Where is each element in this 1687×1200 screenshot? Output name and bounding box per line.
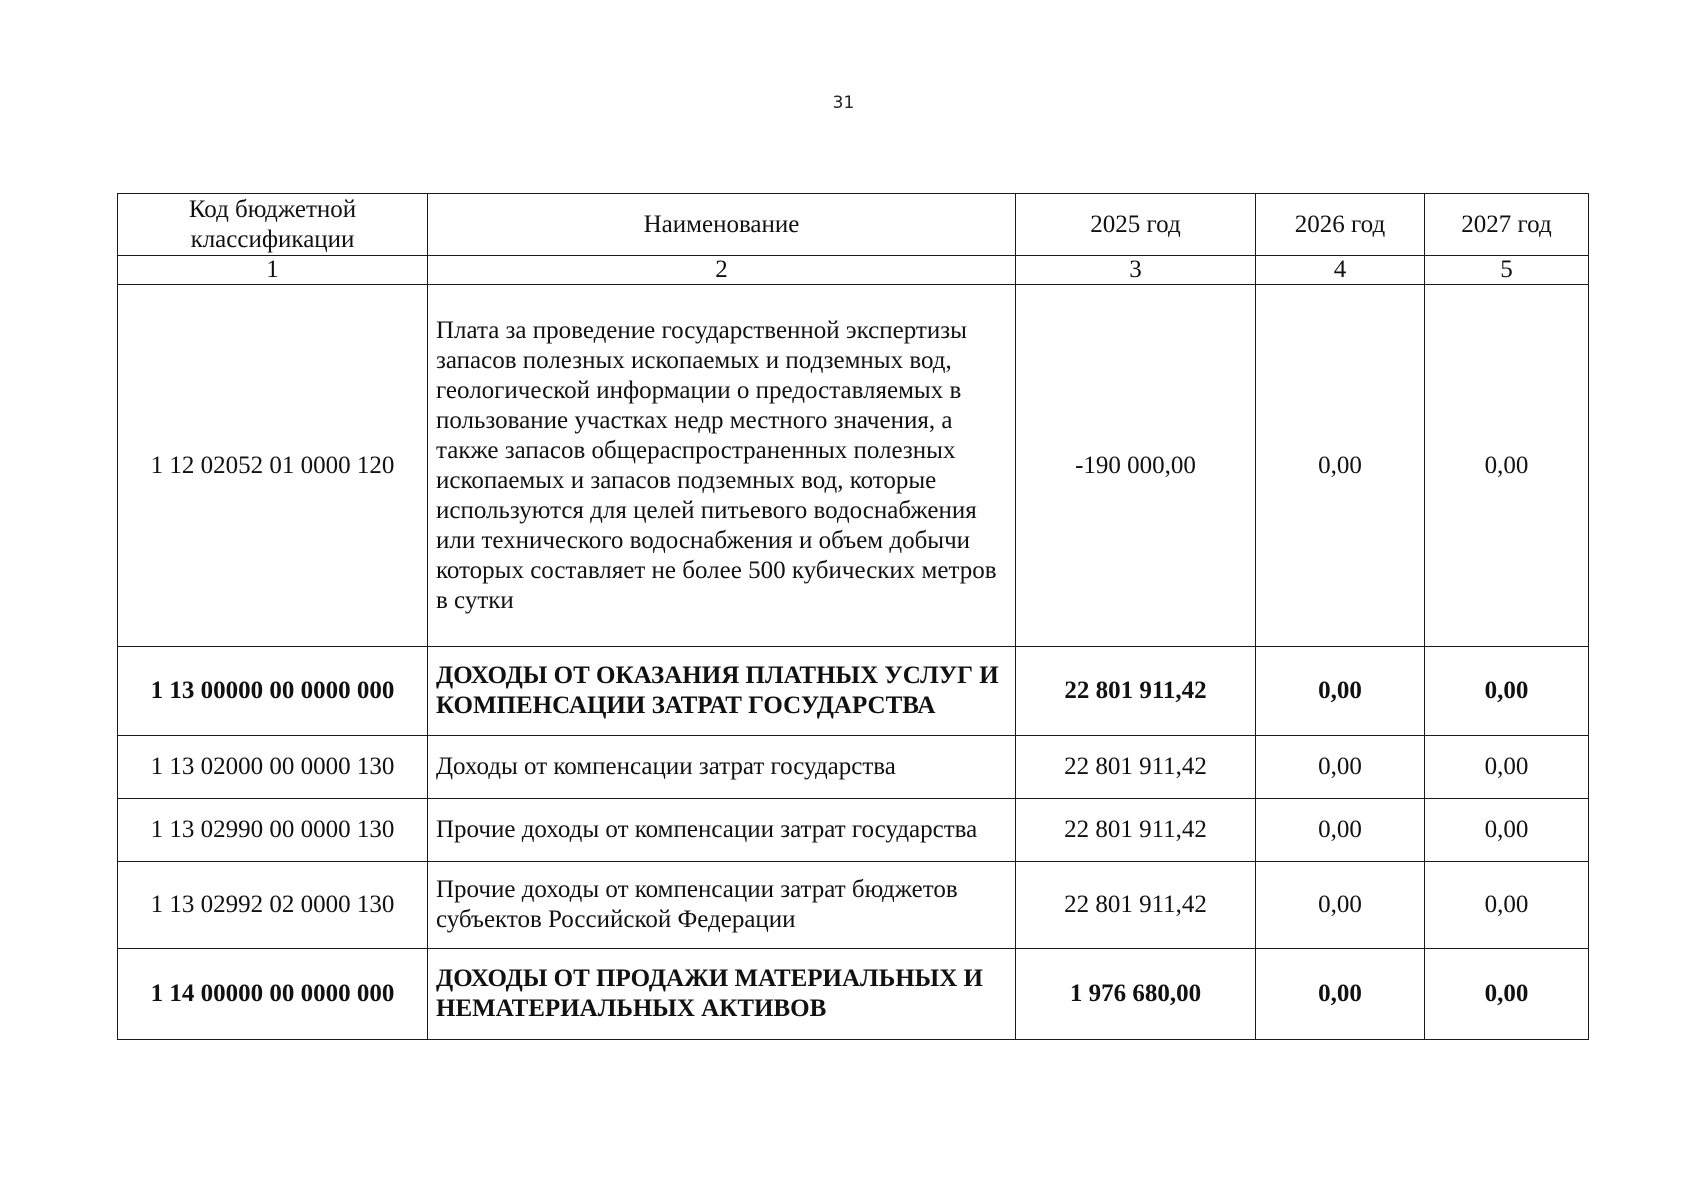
row-name: Доходы от компенсации затрат государства bbox=[428, 736, 1016, 799]
row-value-2026: 0,00 bbox=[1256, 647, 1425, 736]
row-name: ДОХОДЫ ОТ ОКАЗАНИЯ ПЛАТНЫХ УСЛУГ И КОМПЕНСАЦИИ ЗАТРАТ ГОСУДАРСТВА bbox=[428, 647, 1016, 736]
row-code: 1 13 02990 00 0000 130 bbox=[118, 799, 428, 862]
column-number-row bbox=[118, 256, 1589, 285]
column-number: 4 bbox=[1256, 256, 1425, 285]
table-row-section bbox=[118, 949, 1589, 1040]
budget-revenue-table bbox=[117, 193, 1589, 1040]
row-code: 1 13 02000 00 0000 130 bbox=[118, 736, 428, 799]
row-name: Прочие доходы от компенсации затрат бюджетов субъектов Российской Федерации bbox=[428, 862, 1016, 949]
row-name: ДОХОДЫ ОТ ПРОДАЖИ МАТЕРИАЛЬНЫХ И НЕМАТЕРИАЛЬНЫХ АКТИВОВ bbox=[428, 949, 1016, 1040]
row-name: Плата за проведение государственной экспертизы запасов полезных ископаемых и подземных вод, геологической информации о предоставляемых в пользование участках недр местного значения, а также запасов общераспространенных полезных ископаемых и запасов подземных вод, которые используются для целей питьевого водоснабжения или технического водоснабжения и объем добычи которых составляет не более 500 кубических метров в сутки bbox=[428, 285, 1016, 647]
header-2025: 2025 год bbox=[1016, 194, 1256, 256]
row-value-2025: 22 801 911,42 bbox=[1016, 647, 1256, 736]
row-code: 1 13 00000 00 0000 000 bbox=[118, 647, 428, 736]
table-row bbox=[118, 285, 1589, 647]
row-value-2027: 0,00 bbox=[1425, 862, 1589, 949]
header-row bbox=[118, 194, 1589, 256]
row-value-2025: 22 801 911,42 bbox=[1016, 736, 1256, 799]
page-number: 31 bbox=[832, 93, 855, 113]
row-value-2027: 0,00 bbox=[1425, 949, 1589, 1040]
table-row bbox=[118, 736, 1589, 799]
row-value-2025: -190 000,00 bbox=[1016, 285, 1256, 647]
row-code: 1 12 02052 01 0000 120 bbox=[118, 285, 428, 647]
table-row bbox=[118, 862, 1589, 949]
row-value-2026: 0,00 bbox=[1256, 862, 1425, 949]
row-code: 1 13 02992 02 0000 130 bbox=[118, 862, 428, 949]
row-code: 1 14 00000 00 0000 000 bbox=[118, 949, 428, 1040]
row-value-2026: 0,00 bbox=[1256, 736, 1425, 799]
column-number: 5 bbox=[1425, 256, 1589, 285]
row-value-2025: 22 801 911,42 bbox=[1016, 799, 1256, 862]
row-value-2026: 0,00 bbox=[1256, 799, 1425, 862]
row-value-2027: 0,00 bbox=[1425, 285, 1589, 647]
row-value-2027: 0,00 bbox=[1425, 736, 1589, 799]
table-row-section bbox=[118, 647, 1589, 736]
column-number: 1 bbox=[118, 256, 428, 285]
column-number: 3 bbox=[1016, 256, 1256, 285]
table-row bbox=[118, 799, 1589, 862]
row-value-2027: 0,00 bbox=[1425, 799, 1589, 862]
row-name: Прочие доходы от компенсации затрат государства bbox=[428, 799, 1016, 862]
row-value-2025: 22 801 911,42 bbox=[1016, 862, 1256, 949]
header-code: Код бюджетной классификации bbox=[118, 194, 428, 256]
row-value-2025: 1 976 680,00 bbox=[1016, 949, 1256, 1040]
column-number: 2 bbox=[428, 256, 1016, 285]
header-name: Наименование bbox=[428, 194, 1016, 256]
row-value-2027: 0,00 bbox=[1425, 647, 1589, 736]
row-value-2026: 0,00 bbox=[1256, 949, 1425, 1040]
header-2027: 2027 год bbox=[1425, 194, 1589, 256]
row-value-2026: 0,00 bbox=[1256, 285, 1425, 647]
header-2026: 2026 год bbox=[1256, 194, 1425, 256]
